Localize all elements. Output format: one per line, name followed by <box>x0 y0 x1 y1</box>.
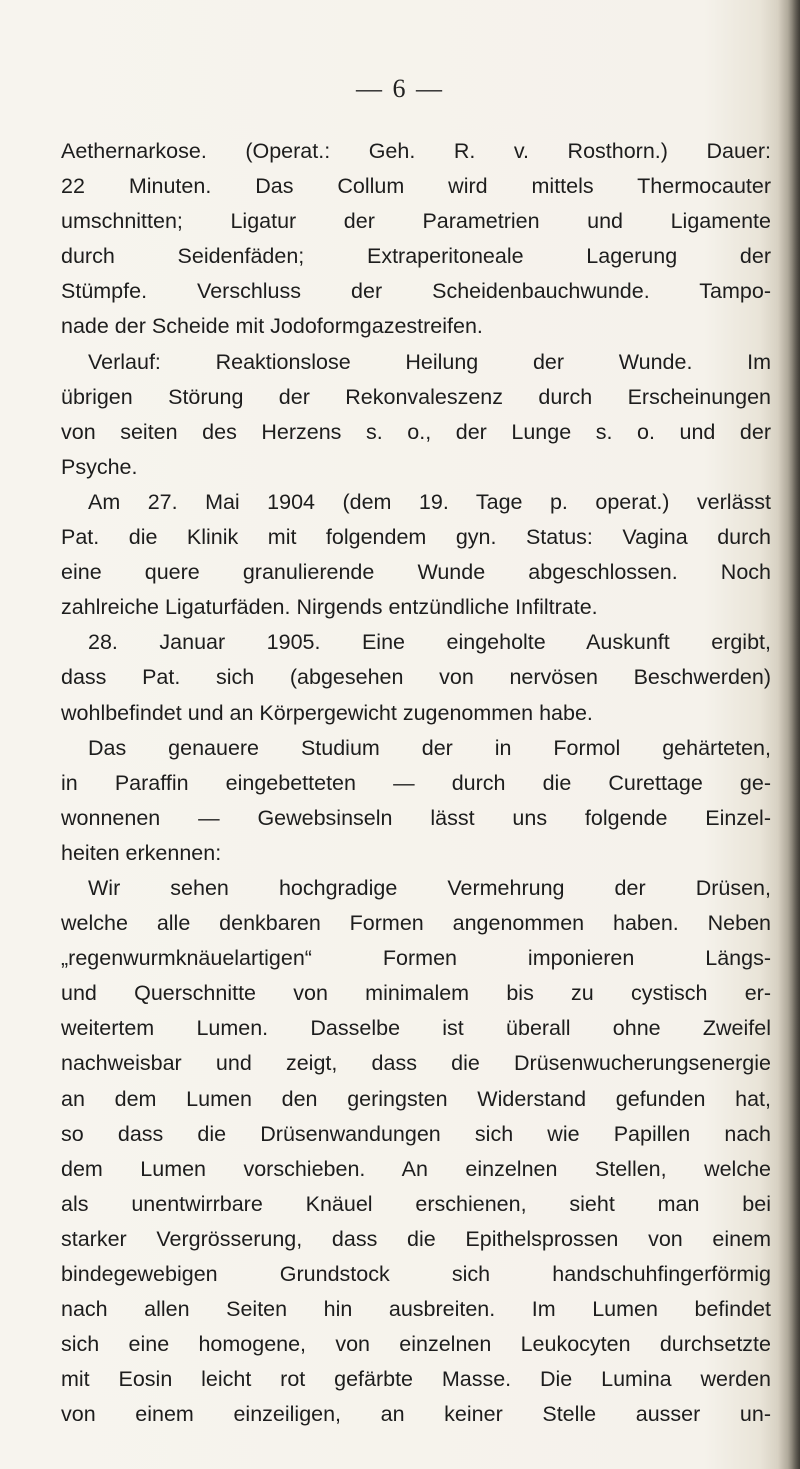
text-line: Am 27. Mai 1904 (dem 19. Tage p. operat.) verlässt <box>88 489 771 514</box>
text-line: von einem einzeiligen, an keiner Stelle ausser un- <box>61 1402 771 1427</box>
text-line: wonnenen — Gewebsinseln lässt uns folgende Einzel- <box>61 805 771 830</box>
text-line: weitertem Lumen. Dasselbe ist überall ohne Zweifel <box>61 1016 771 1041</box>
text-line: in Paraffin eingebetteten — durch die Curettage ge- <box>61 770 771 795</box>
text-line: durch Seidenfäden; Extraperitoneale Lagerung der <box>61 244 771 269</box>
text-line: eine quere granulierende Wunde abgeschlossen. Noch <box>61 560 771 585</box>
text-line: Verlauf: Reaktionslose Heilung der Wunde. Im <box>88 349 771 374</box>
text-line: umschnitten; Ligatur der Parametrien und Ligamente <box>61 209 771 234</box>
page-number: — 6 — <box>356 74 444 103</box>
page-binding-shadow <box>778 0 800 1469</box>
text-line: Wir sehen hochgradige Vermehrung der Drüsen, <box>88 875 771 900</box>
text-line: 22 Minuten. Das Collum wird mittels Thermocauter <box>61 174 771 199</box>
text-line: wohlbefindet und an Körpergewicht zugenommen habe. <box>61 700 593 725</box>
text-line: und Querschnitte von minimalem bis zu cystisch er- <box>61 981 771 1006</box>
text-line: Stümpfe. Verschluss der Scheidenbauchwunde. Tampo- <box>61 279 771 304</box>
text-line: 28. Januar 1905. Eine eingeholte Auskunft ergibt, <box>88 630 771 655</box>
text-line: an dem Lumen den geringsten Widerstand gefunden hat, <box>61 1086 771 1111</box>
text-line: nach allen Seiten hin ausbreiten. Im Lumen befindet <box>61 1297 771 1322</box>
body-text <box>61 134 771 1432</box>
text-line: von seiten des Herzens s. o., der Lunge s. o. und der <box>61 419 771 444</box>
text-line: so dass die Drüsenwandungen sich wie Papillen nach <box>61 1121 771 1146</box>
text-line: nade der Scheide mit Jodoformgazestreifen. <box>61 314 483 339</box>
text-line: als unentwirrbare Knäuel erschienen, sieht man bei <box>61 1191 771 1216</box>
text-line: nachweisbar und zeigt, dass die Drüsenwucherungsenergie <box>61 1051 771 1076</box>
text-line: sich eine homogene, von einzelnen Leukocyten durchsetzte <box>61 1332 771 1357</box>
text-line: heiten erkennen: <box>61 840 222 865</box>
text-line: dem Lumen vorschieben. An einzelnen Stellen, welche <box>61 1156 771 1181</box>
text-line: übrigen Störung der Rekonvaleszenz durch Erscheinungen <box>61 384 771 409</box>
text-line: starker Vergrösserung, dass die Epithelsprossen von einem <box>61 1226 771 1251</box>
text-line: Psyche. <box>61 454 138 479</box>
text-line: bindegewebigen Grundstock sich handschuhfingerförmig <box>61 1262 771 1286</box>
text-line: Pat. die Klinik mit folgendem gyn. Status: Vagina durch <box>61 525 771 550</box>
text-line: Aethernarkose. (Operat.: Geh. R. v. Rosthorn.) Dauer: <box>61 139 771 163</box>
text-line: Das genauere Studium der in Formol gehärteten, <box>88 735 771 760</box>
text-line: welche alle denkbaren Formen angenommen haben. Neben <box>61 911 771 936</box>
text-line: mit Eosin leicht rot gefärbte Masse. Die Lumina werden <box>61 1367 771 1392</box>
text-line: dass Pat. sich (abgesehen von nervösen Beschwerden) <box>61 665 771 690</box>
text-line: „regenwurmknäuelartigen“ Formen imponieren Längs- <box>61 946 771 971</box>
text-line: zahlreiche Ligaturfäden. Nirgends entzündliche Infiltrate. <box>61 595 598 620</box>
